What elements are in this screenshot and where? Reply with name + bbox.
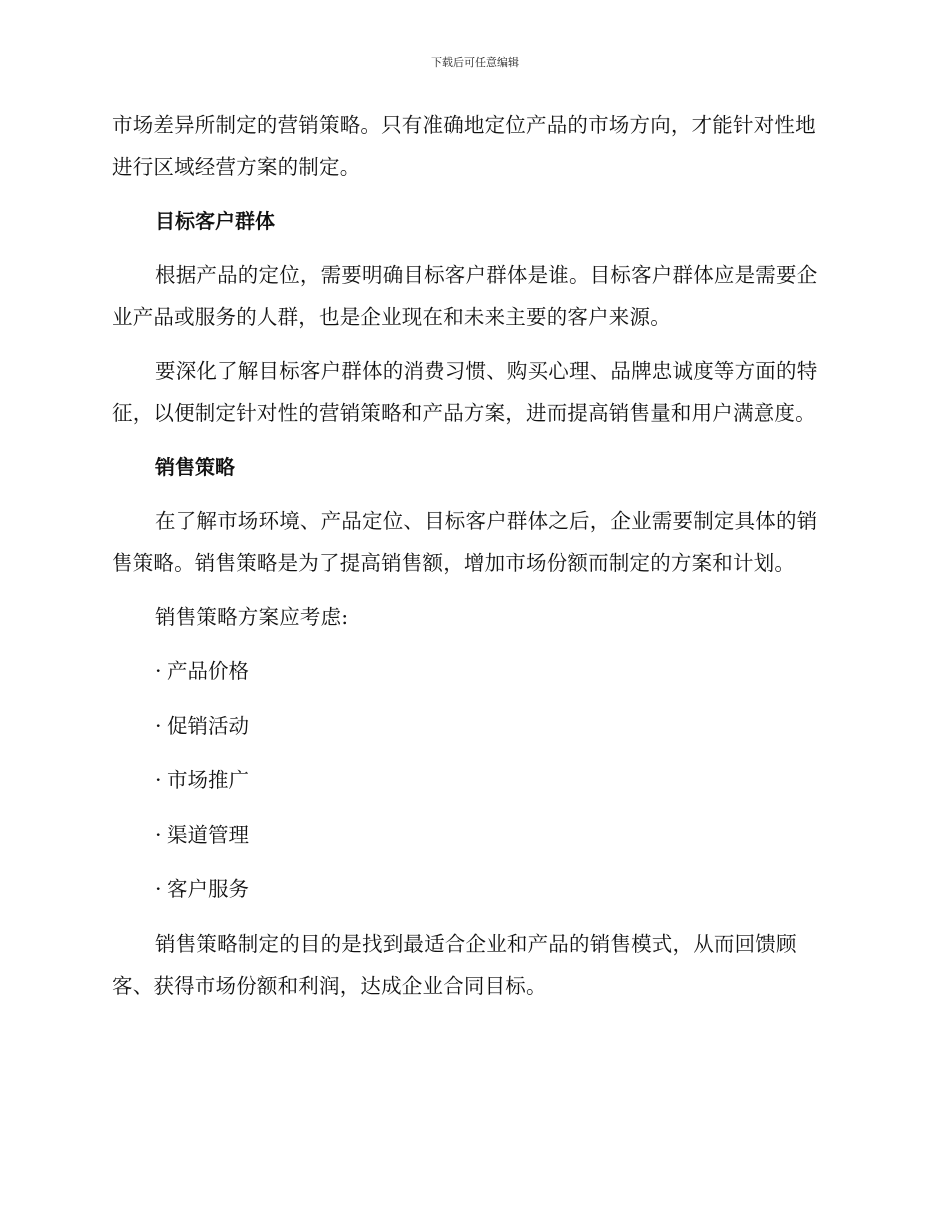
document-body [112, 104, 832, 1007]
list-item-label: 促销活动 [167, 713, 249, 738]
heading-sales-strategy: 销售策略 [155, 455, 235, 479]
paragraph-considerations: 销售策略方案应考虑: [155, 605, 349, 629]
list-item-label: 客户服务 [167, 877, 249, 901]
paragraph-sales-strategy: 在了解市场环境、产品定位、目标客户群体之后，企业需要制定具体的销售策略。销售策略是为了提高销售额，增加市场份额而制定的方案和计划。 [112, 509, 818, 575]
list-item [155, 868, 832, 910]
list-item-label: 市场推广 [167, 768, 249, 792]
paragraph-intro: 市场差异所制定的营销策略。只有准确地定位产品的市场方向，才能针对性地进行区域经营方案的制定。 [112, 113, 816, 179]
paragraph-customer-insight: 要深化了解目标客户群体的消费习惯、购买心理、品牌忠诚度等方面的特征，以便制定针对性的营销策略和产品方案，进而提高销售量和用户满意度。 [112, 359, 818, 425]
list-item-label: 产品价格 [167, 659, 249, 683]
bullet-icon: · [155, 713, 162, 738]
list-item [155, 650, 832, 692]
page-header: 下载后可任意编辑 [431, 56, 519, 69]
list-item-label: 渠道管理 [167, 822, 249, 847]
bullet-icon: · [155, 659, 162, 683]
paragraph-target-customers: 根据产品的定位，需要明确目标客户群体是谁。目标客户群体应是需要企业产品或服务的人群，也是企业现在和未来主要的客户来源。 [112, 263, 818, 329]
bullet-icon: · [155, 768, 162, 792]
heading-target-customers: 目标客户群体 [155, 209, 275, 233]
list-item [155, 759, 832, 801]
bullet-icon: · [155, 877, 162, 901]
bullet-icon: · [155, 822, 162, 847]
list-item [155, 705, 832, 747]
paragraph-conclusion: 销售策略制定的目的是找到最适合企业和产品的销售模式，从而回馈顾客、获得市场份额和利润，达成企业合同目标。 [112, 931, 797, 998]
considerations-list [112, 650, 832, 910]
list-item [155, 814, 832, 856]
